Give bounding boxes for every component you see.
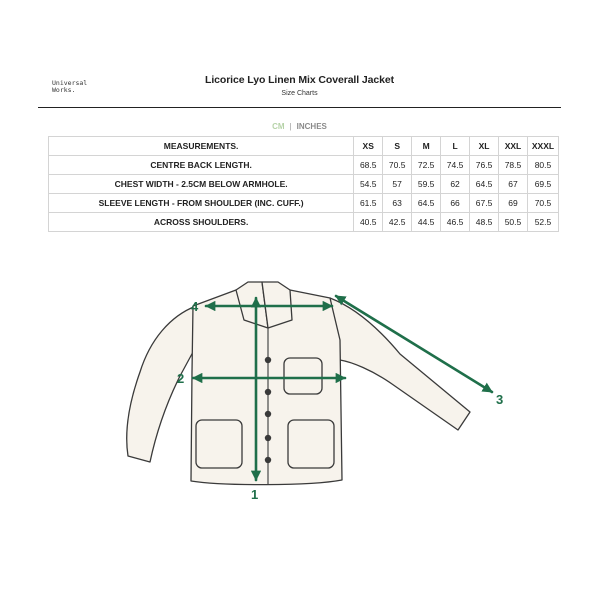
table-cell: 48.5 [470,213,499,232]
table-cell: 63 [383,194,412,213]
table-cell: 67.5 [470,194,499,213]
table-cell: 50.5 [499,213,528,232]
jacket-button [265,457,271,463]
table-cell: 40.5 [354,213,383,232]
brand-logo-line2: Works. [52,86,76,94]
table-cell: 74.5 [441,156,470,175]
jacket-button [265,435,271,441]
size-header: XXL [499,137,528,156]
page-title: Licorice Lyo Linen Mix Coverall Jacket [205,74,394,86]
table-cell: 78.5 [499,156,528,175]
measurement-label: SLEEVE LENGTH - FROM SHOULDER (INC. CUFF.) [49,194,354,213]
table-cell: 76.5 [470,156,499,175]
jacket-button [265,411,271,417]
unit-inches-button[interactable]: INCHES [296,122,327,131]
table-cell: 66 [441,194,470,213]
page-subtitle: Size Charts [281,90,318,97]
chest-pocket [284,358,322,394]
table-cell: 46.5 [441,213,470,232]
lower-right-pocket [288,420,334,468]
table-cell: 70.5 [527,194,558,213]
right-sleeve [330,298,470,430]
table-cell: 72.5 [412,156,441,175]
table-cell: 64.5 [412,194,441,213]
size-header: XL [470,137,499,156]
measurement-label: CENTRE BACK LENGTH. [49,156,354,175]
measurement-label: CHEST WIDTH - 2.5CM BELOW ARMHOLE. [49,175,354,194]
marker-4-label: 4 [191,299,199,314]
table-cell: 70.5 [383,156,412,175]
table-cell: 69.5 [527,175,558,194]
left-sleeve [127,306,196,462]
unit-separator: | [289,122,292,131]
table-cell: 54.5 [354,175,383,194]
measurements-header: MEASUREMENTS. [49,137,354,156]
marker-2-label: 2 [177,371,185,386]
table-cell: 68.5 [354,156,383,175]
size-header: XS [354,137,383,156]
size-header: L [441,137,470,156]
table-cell: 80.5 [527,156,558,175]
measurement-label: ACROSS SHOULDERS. [49,213,354,232]
jacket-button [265,389,271,395]
table-cell: 62 [441,175,470,194]
lower-left-pocket [196,420,242,468]
table-cell: 61.5 [354,194,383,213]
size-header: M [412,137,441,156]
table-cell: 64.5 [470,175,499,194]
table-cell: 67 [499,175,528,194]
size-header: XXXL [527,137,558,156]
table-cell: 69 [499,194,528,213]
brand-logo-line1: Universal [52,79,88,87]
marker-1-label: 1 [251,487,259,502]
table-cell: 52.5 [527,213,558,232]
size-header: S [383,137,412,156]
table-cell: 42.5 [383,213,412,232]
marker-3-label: 3 [496,392,504,407]
jacket-button [265,357,271,363]
unit-cm-button[interactable]: CM [272,122,285,131]
table-cell: 59.5 [412,175,441,194]
table-cell: 57 [383,175,412,194]
table-cell: 44.5 [412,213,441,232]
